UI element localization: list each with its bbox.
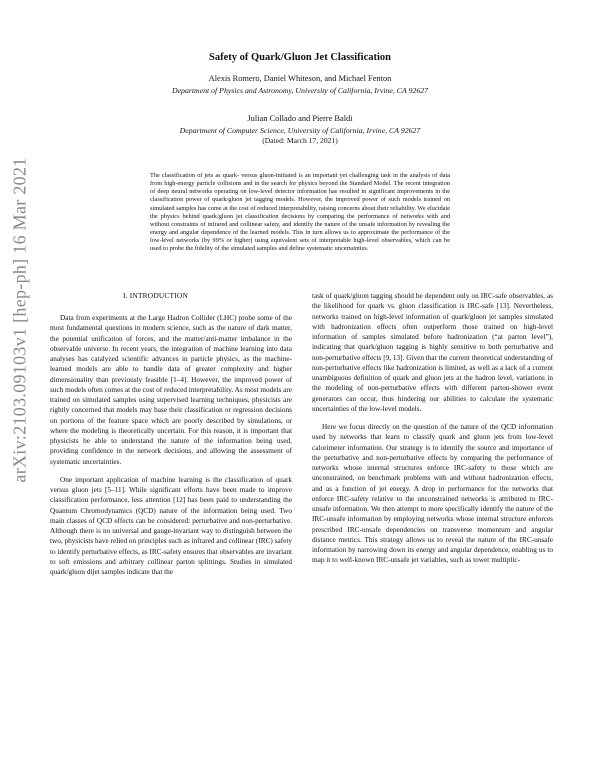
arxiv-stamp xyxy=(3,100,37,540)
paragraph: Here we focus directly on the question of the nature of the QCD information used by networks that learn to classify quark and gluon jets from low-level calorimeter information. Our strategy is to identify the source and importance of the perturbative and non-perturbative effects by comparing the performance of networks whose internal structures enforce IRC-safety to those which are unconstrained, on benchmark problems with and without hadronization effects, and as a function of jet energy. A drop in performance for the networks that enforce IRC-safety relative to the unconstrained networks is attributed to IRC-unsafe information. We then attempt to more specifically identify the nature of the IRC-unsafe information by employing networks whose internal structure enforces prescribed IRC-unsafe dependencies on transverse momentum and angular distance metrics. This strategy allows us to reveal the nature of the IRC-unsafe information by narrowing down its energy and angular dependence, enabling us to map it to well-known IRC-unsafe jet variables, such as tower multiplic- xyxy=(312,423,553,565)
paper-title: Safety of Quark/Gluon Jet Classification xyxy=(208,52,391,63)
left-column xyxy=(50,313,292,577)
affiliation-1: Department of Physics and Astronomy, University of California, Irvine, CA 92627 xyxy=(171,86,429,95)
right-column xyxy=(312,291,553,566)
abstract: The classification of jets as quark- versus gluon-initiated is an important yet challenging task in the analysis of data from high-energy particle collisions and in the search for physics beyond the Standard Model. The recent integration of deep neural networks operating on low-level detector information has resulted in significant improvements in the classification power of quark/gluon jet tagging models. However, the improved power of such models trained on simulated samples has come at the cost of reduced interpretability, raising concerns about their reliability. We elucidate the physics behind quark/gluon jet classification decisions by comparing the performance of networks with and without constraints of infrared and collinear safety, and identify the nature of the unsafe information by revealing the energy and angular dependence of the learned models. This in turn allows us to approximate the performance of the low-level networks (by 99% or higher) using equivalent sets of interpretable high-level observables, which can be used to probe the fidelity of the simulated samples and define systematic uncertainties. xyxy=(150,172,450,253)
author-list-2: Julian Collado and Pierre Baldi xyxy=(247,114,353,123)
author-list-1: Alexis Romero, Daniel Whiteson, and Michael Fenton xyxy=(208,74,392,83)
affiliation-2: Department of Computer Science, University of California, Irvine, CA 92627 xyxy=(179,126,421,135)
paragraph: Data from experiments at the Large Hadron Collider (LHC) probe some of the most fundamental questions in modern science, such as the nature of dark matter, the potential unification of forces, and the matter/anti-matter imbalance in the observable universe. In recent years, the integration of machine learning into data analyses has catalyzed scientific advances in particle physics, as the machine-learned models are able to handle data of greater complexity and higher dimensionality than previously feasible [1–4]. However, the improved power of such models often comes at the cost of reduced interpretability. As most models are trained on simulated samples using supervised learning techniques, physicists are rightly concerned that models may base their classification or regression decisions on portions of the feature space which are poorly described by simulations, or where the modeling is theoretically uncertain. For this reason, it is important that physicists be able to understand the nature of the information being used, providing confidence in the network decisions, and allowing the assessment of systematic uncertainties. xyxy=(50,314,292,466)
paragraph: One important application of machine learning is the classification of quark versus gluon jets [5–11]. While significant efforts have been made to improve classification performance, less attention [12] has been paid to understanding the Quantum Chromodynamics (QCD) nature of the information being used. Two main classes of QCD effects can be considered: perturbative and non-perturbative. Although there is no universal and gauge-invariant way to distinguish between the two, physicists have relied on principles such as infrared and collinear (IRC) safety to identify perturbative effects, as IRC-safety ensures that observables are invariant to soft emissions and arbitrary collinear parton splittings. Studies in simulated quark/gluon dijet samples indicate that the xyxy=(50,475,292,576)
section-heading: I. INTRODUCTION xyxy=(123,291,188,300)
date-line: (Dated: March 17, 2021) xyxy=(262,136,338,145)
paragraph: task of quark/gluon tagging should be dependent only on IRC-safe observables, as the likelihood for quark vs. gluon classification is IRC-safe [13]. Nevertheless, networks trained on high-level information of quark/gluon jet samples simulated with hadronization effects often outperform those trained on high-level information of samples simulated before hadronization (“at parton level”), indicating that quark/gluon tagging is highly sensitive to both perturbative and non-perturbative effects [9, 13]. Given that the current theoretical understanding of non-perturbative effects like hadronization is limited, as well as a lack of a current unambiguous definition of quark and gluon jets at the hadron level, variations in the modeling of non-perturbative effects with different parton-shower event generators can occur, thus hindering our abilities to calculate the systematic uncertainties of the low-level models. xyxy=(312,292,553,413)
arxiv-identifier: arXiv:2103.09103v1 [hep-ph] 16 Mar 2021 xyxy=(9,157,30,483)
